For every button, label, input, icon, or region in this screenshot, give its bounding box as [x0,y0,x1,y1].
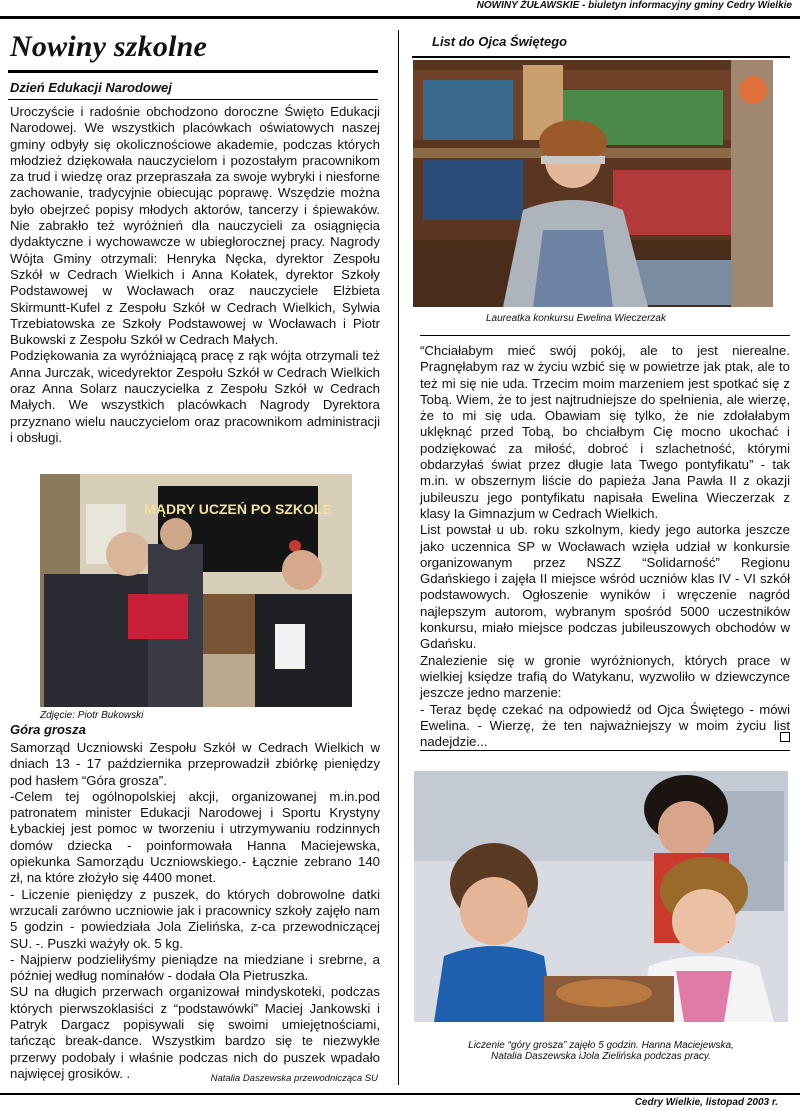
section-title-list: List do Ojca Świętego [432,34,568,49]
photo-caption-counting-line2: Natalia Daszewska iJola Zielińska podczas pracy. [491,1051,711,1062]
section-rule [8,99,378,100]
photo-caption-laureate: Laureatka konkursu Ewelina Wieczerzak [486,313,666,324]
paragraph: - Liczenie pieniędzy z puszek, do których dobrowolne datki wrzucali zarówno uczniowie jak i pracownicy szkoły zajęło nam 5 godzin - powiedziała Jola Zielińska, z-ca przewodniczącej SU. -. Puszki ważyły ok. 5 kg. [10,886,380,951]
section-rule [412,56,790,58]
title-rule [8,70,378,73]
article-edukacja [10,104,380,446]
paragraph: Podziękowania za wyróżniającą pracę z rąk wójta otrzymali też Anna Jurczak, wicedyrektor Zespołu Szkół w Cedrach Wielkich oraz Anna Solarz nauczycielka z Zespołu Szkół w Cedrach Małych. We wszystkich placówkach Nagrody Dyrektora przyznano wielu nauczycielom oraz pracownikom administracji i obsługi. [10,348,380,445]
section-title-edukacja: Dzień Edukacji Narodowej [10,80,172,95]
paragraph: “Chciałabym mieć swój pokój, ale to jest nierealne. Pragnęłabym raz w życiu wzbić się w powietrze jak ptak, ale to też mi się nie uda. Trzecim moim marzeniem jest spotkać się z Tobą. Wiem, że to jest najtrudniejsze do spełnienia, ale wierzę, że to mi się uda. Obawiam się tylko, że nie zdołałabym uklęknąć przed Tobą, bo chciałbym Cię mocno ukochać i podziękować za miłość, dobroć i szlachetność, którymi obdarzyłaś świat przez długie lata Twego pontyfikatu” - tak m.in. w obszernym liście do papieża Jana Pawła II z okazji jubileuszu jego pontyfikatu napisała Ewelina Wieczerzak z klasy Ia Gimnazjum w Cedrach Wielkich. [420,343,790,521]
article-list [420,343,790,750]
article-signature: Natalia Daszewska przewodnicząca SU [210,1073,378,1084]
photo-award-ceremony-image [40,474,352,707]
header-rule [0,16,800,19]
photo-counting-coins-image [414,771,788,1022]
paragraph: - Najpierw podzieliłyśmy pieniądze na miedziane i srebrne, a później według nominałów - dodała Ola Pietruszka. [10,951,380,984]
footer-text: Cedry Wielkie, listopad 2003 r. [634,1097,778,1108]
photo-caption-counting-line1: Liczenie “góry grosza” zajęło 5 godzin. Hanna Maciejewska, [468,1040,734,1051]
article-rule [420,750,790,751]
caption-rule [420,335,790,336]
article-gora-grosza [10,740,380,1082]
page-header [0,0,800,22]
paragraph: List powstał u ub. roku szkolnym, kiedy jego autorka jeszcze jako uczennica SP w Wocławach wzięła udział w konkursie organizowanym przez NSZZ “Solidarność” Regionu Gdańskiego i zajęła II miejsce wśród uczniów klas IV - VI szkół podstawowych. Ogłoszenie wyników i wręczenie nagród najlepszym autorom, wybranym spośród 5000 uczestników konkursu, miało miejsce podczas jubileuszowych obchodów w Gdańsku. [420,522,790,652]
paragraph: Znalezienie się w gronie wyróżnionych, których prace w wielkiej księdze trafią do Watykanu, wyzwoliło w dziewczynce jeszcze jedno marzenie: [420,652,790,701]
photo-award-ceremony [40,474,352,707]
photo-counting-coins [414,771,788,1022]
photo-laureate [413,60,773,307]
paragraph: -Celem tej ogólnopolskiej akcji, organizowanej m.in.pod patronatem minister Edukacji Narodowej i Sportu Krystyny Łybackiej jest pomoc w tworzeniu i utrzymywaniu rodzinnych domów dziecka - poinformowała Hanna Maciejewska, opiekunka Samorządu Uczniowskiego.- Łącznie zebrano 140 zł, na które złożyło się 4400 monet. [10,788,380,886]
paragraph: - Teraz będę czekać na odpowiedź od Ojca Świętego - mówi Ewelina. - Wierzę, że ten najważniejszy w moim życiu list nadejdzie... [420,701,790,750]
footer-rule [0,1093,800,1095]
paragraph: Uroczyście i radośnie obchodzono doroczne Święto Edukacji Narodowej. We wszystkich placówkach oświatowych naszej gminy odbyły się okolicznościowe akademie, podczas których młodzież dziękowała nauczycielom i pozostałym pracownikom za trud i wiedzę oraz przepraszała za swoje wybryki i niesforne zachowanie, tradycyjnie obiecując poprawę. Wszędzie można było obejrzeć popisy młodych aktorów, tancerzy i śpiewaków. Nie zabrakło też wyróżnień dla nauczycieli za osiągnięcia dydaktyczne i wychowawcze w ubiegłorocznej pracy. Nagrody Wójta Gminy otrzymali: Henryka Nęcka, dyrektor Zespołu Szkół w Cedrach Wielkich i Anna Kołatek, dyrektor Szkoły Podstawowej w Wocławach oraz nauczyciele Elżbieta Skirmuntt-Kufel z Zespołu Szkół w Cedrach Wielkich, Sylwia Trzebiatowska ze Szkoły Podstawowej w Wocławach i Piotr Bukowski z Zespołu Szkół w Cedrach Małych. [10,104,380,348]
paragraph: SU na długich przerwach organizował mindyskoteki, podczas których pierwszoklasiści z “podstawówki” Maciej Jankowski i Patryk Dargacz popisywali się swoimi umiejętnościami, tańcząc break-dance. Wszystkim bardzo się te niezwykłe przerwy podobały i właśnie podczas nich do puszek wpadało najwięcej grosików. . [10,984,380,1081]
section-title-gora-grosza: Góra grosza [10,722,86,737]
photo-caption-counting [414,1040,788,1062]
header-text: NOWINY ŻUŁAWSKIE - biuletyn informacyjny gminy Cedry Wielkie [476,0,792,11]
end-of-article-square [780,732,790,742]
paragraph: Samorząd Uczniowski Zespołu Szkół w Cedrach Wielkich w dniach 13 - 17 października przeprowadził zbiórkę pieniędzy pod hasłem “Góra grosza”. [10,740,380,788]
photo-caption-credit: Zdjęcie: Piotr Bukowski [40,710,144,721]
column-divider [398,30,399,1085]
photo-banner-text: MĄDRY UCZEŃ PO SZKOLE [144,501,332,517]
photo-laureate-image [413,60,773,307]
page-title: Nowiny szkolne [10,30,207,63]
